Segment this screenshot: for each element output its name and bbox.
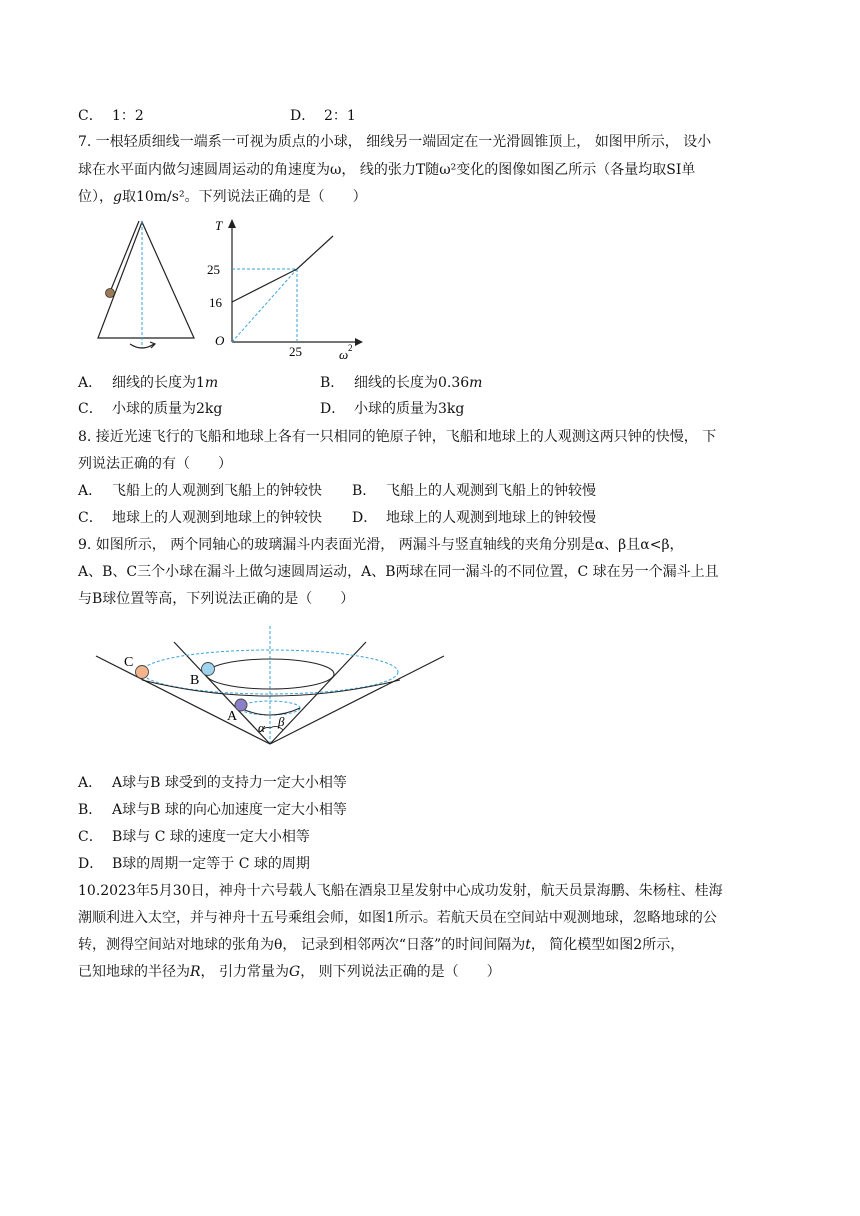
q7-stem-line2: 球在水平面内做匀速圆周运动的角速度为ω， 线的张力T随ω²变化的图像如图乙所示（各量均取SI单: [78, 162, 696, 178]
label-c: C: [124, 655, 134, 670]
q10-stem-line2: 潮顺利进入太空，并与神舟十五号乘组会师，如图1所示。若航天员在空间站中观测地球，忽略地球的公: [78, 910, 717, 926]
q7-option-d: D． 小球的质量为3kg: [320, 401, 465, 417]
q7-tension-graph: [205, 214, 365, 364]
tick-x-25: 25: [289, 344, 302, 359]
ball-icon: [106, 289, 115, 298]
q9-funnel-figure: [90, 622, 450, 752]
q10-stem-line1: 10.2023年5月30日，神舟十六号载人飞船在酒泉卫星发射中心成功发射，航天员景海鹏、朱杨柱、桂海: [78, 883, 723, 899]
q9-option-b: B． A球与B 球的向心加速度一定大小相等: [78, 802, 347, 818]
q9-stem-line1: 9. 如图所示， 两个同轴心的玻璃漏斗内表面光滑， 两漏斗与竖直轴线的夹角分别是α、β且α<β，: [78, 537, 684, 553]
q8-option-a: A． 飞船上的人观测到飞船上的钟较快: [78, 483, 322, 499]
q7-option-b: B． 细线的长度为0.36m: [320, 375, 483, 391]
q7-option-a: A． 细线的长度为1m: [78, 375, 219, 391]
q9-option-a: A． A球与B 球受到的支持力一定大小相等: [78, 775, 347, 791]
label-b: B: [190, 673, 200, 688]
q10-stem-line4: 已知地球的半径为R， 引力常量为G， 则下列说法正确的是（ ）: [78, 964, 501, 980]
q7-stem-line1: 7. 一根轻质细线一端系一可视为质点的小球， 细线另一端固定在一光滑圆锥顶上， 如图甲所示， 设小: [78, 134, 712, 150]
q7-stem-line3: 位），g取10m/s²。下列说法正确的是（ ）: [78, 189, 367, 205]
label-beta: β: [278, 714, 285, 729]
q8-option-d: D． 地球上的人观测到地球上的钟较慢: [352, 510, 596, 526]
q7-option-c: C． 小球的质量为2kg: [78, 401, 223, 417]
ball-b-icon: [202, 663, 215, 676]
q8-stem-line2: 列说法正确的有（ ）: [78, 456, 232, 472]
label-a: A: [227, 709, 238, 724]
q9-option-d: D． B球的周期一定等于 C 球的周期: [78, 856, 310, 872]
q9-stem-line3: 与B球位置等高，下列说法正确的是（ ）: [78, 591, 355, 607]
label-alpha: α: [258, 720, 265, 735]
q9-stem-line2: A、B、C三个小球在漏斗上做匀速圆周运动，A、B两球在同一漏斗的不同位置，C 球在另一个漏斗上且: [78, 564, 719, 580]
q10-stem-line3: 转，测得空间站对地球的张角为θ， 记录到相邻两次“日落”的时间间隔为t， 简化模型如图2所示，: [78, 937, 685, 953]
ball-c-icon: [136, 666, 149, 679]
graph-origin: O: [215, 333, 225, 348]
q8-option-b: B． 飞船上的人观测到飞船上的钟较慢: [352, 483, 596, 499]
tick-y-25: 25: [207, 262, 220, 277]
q7-cone-figure: [90, 218, 200, 358]
graph-y-label: T: [215, 218, 223, 233]
graph-x-label: ω: [339, 347, 349, 362]
graph-x-exponent: 2: [348, 343, 353, 353]
q8-stem-line1: 8. 接近光速飞行的飞船和地球上各有一只相同的铯原子钟，飞船和地球上的人观测这两只钟的快慢， 下: [78, 429, 717, 445]
tick-y-16: 16: [209, 295, 222, 310]
q6-option-c: C． 1：2: [78, 108, 144, 124]
q9-option-c: C． B球与 C 球的速度一定大小相等: [78, 829, 310, 845]
q8-option-c: C． 地球上的人观测到地球上的钟较快: [78, 510, 322, 526]
q6-option-d: D． 2：1: [290, 108, 356, 124]
